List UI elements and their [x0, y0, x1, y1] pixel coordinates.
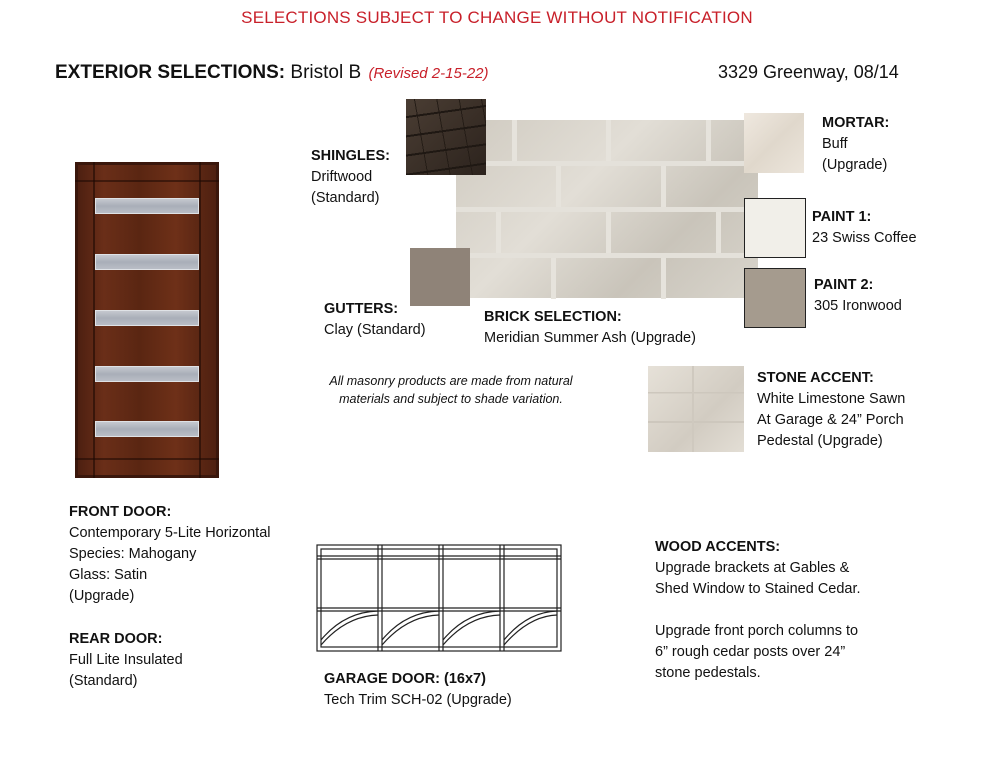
title-label: EXTERIOR SELECTIONS:: [55, 62, 286, 83]
paint2-swatch: [744, 268, 806, 328]
mortar-swatch: [744, 113, 804, 173]
front-door-label: FRONT DOOR: Contemporary 5-Lite Horizontal Species: Mahogany Glass: Satin (Upgrade): [69, 504, 271, 604]
stone-label: STONE ACCENT: White Limestone Sawn At Garage & 24” Porch Pedestal (Upgrade): [757, 370, 906, 449]
door-lite: [95, 254, 199, 270]
gutters-label: GUTTERS: Clay (Standard): [324, 301, 426, 338]
page-title: [55, 62, 489, 84]
paint1-label: PAINT 1: 23 Swiss Coffee: [812, 209, 917, 246]
door-lite: [95, 421, 199, 437]
address: 3329 Greenway, 08/14: [718, 62, 899, 82]
notice-banner: SELECTIONS SUBJECT TO CHANGE WITHOUT NOTIFICATION: [241, 8, 753, 27]
paint2-label: PAINT 2: 305 Ironwood: [814, 277, 902, 314]
paint1-swatch: [744, 198, 806, 258]
masonry-note: All masonry products are made from natural materials and subject to shade variation.: [329, 374, 573, 406]
mortar-label: MORTAR: Buff (Upgrade): [822, 115, 890, 173]
gutters-swatch: [410, 248, 470, 306]
door-lite: [95, 198, 199, 214]
garage-door-label: GARAGE DOOR: (16x7) Tech Trim SCH-02 (Upgrade): [324, 671, 512, 708]
wood-accents-label: WOOD ACCENTS: Upgrade brackets at Gables & Shed Window to Stained Cedar. Upgrade front porch columns to 6” rough cedar posts over 24” stone pedestals.: [655, 539, 861, 681]
garage-door-drawing: [316, 544, 564, 654]
door-lite: [95, 310, 199, 326]
stone-swatch: [648, 366, 744, 452]
revision-note: (Revised 2-15-22): [368, 65, 489, 82]
rear-door-label: REAR DOOR: Full Lite Insulated (Standard): [69, 631, 183, 689]
plan-name: Bristol B: [290, 62, 362, 83]
front-door-image: [75, 162, 219, 478]
shingles-label: SHINGLES: Driftwood (Standard): [311, 148, 390, 206]
brick-label: BRICK SELECTION: Meridian Summer Ash (Upgrade): [484, 309, 696, 346]
shingles-swatch: [406, 99, 486, 175]
door-lite: [95, 366, 199, 382]
brick-swatch: [456, 120, 758, 298]
